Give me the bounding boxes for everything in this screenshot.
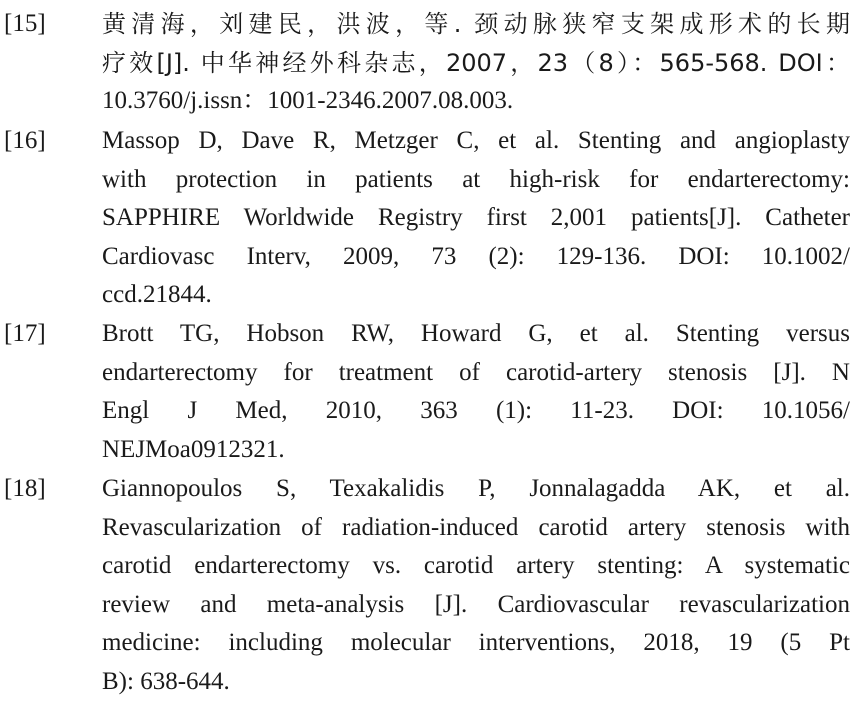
reference-line: with protection in patients at high-risk for endarterectomy: xyxy=(102,161,850,200)
reference-text xyxy=(102,315,850,469)
reference-line: Massop D, Dave R, Metzger C, et al. Stenting and angioplasty xyxy=(102,122,850,161)
reference-line: 10.3760/j.issn：1001-2346.2007.08.003. xyxy=(102,82,850,121)
reference-text xyxy=(102,470,850,701)
reference-number: [16] xyxy=(4,122,46,160)
reference-line: Engl J Med, 2010, 363 (1): 11-23. DOI: 10.1056/ xyxy=(102,392,850,431)
reference-line: Cardiovasc Interv, 2009, 73 (2): 129-136. DOI: 10.1002/ xyxy=(102,238,850,277)
reference-line: NEJMoa0912321. xyxy=(102,431,850,470)
reference-line: Revascularization of radiation-induced carotid artery stenosis with xyxy=(102,509,850,548)
reference-line: SAPPHIRE Worldwide Registry first 2,001 patients[J]. Catheter xyxy=(102,199,850,238)
reference-line: endarterectomy for treatment of carotid-artery stenosis [J]. N xyxy=(102,354,850,393)
reference-line: B): 638-644. xyxy=(102,663,850,701)
reference-line: Giannopoulos S, Texakalidis P, Jonnalagadda AK, et al. xyxy=(102,470,850,509)
reference-line: 疗效[J]. 中华神经外科杂志，2007，23（8）：565-568. DOI： xyxy=(102,44,850,83)
reference-line: ccd.21844. xyxy=(102,276,850,315)
reference-text xyxy=(102,5,850,121)
reference-number: [15] xyxy=(4,5,46,43)
reference-line: 黄清海，刘建民，洪波，等. 颈动脉狭窄支架成形术的长期 xyxy=(102,5,850,44)
reference-line: review and meta-analysis [J]. Cardiovascular revascularization xyxy=(102,586,850,625)
reference-line: Brott TG, Hobson RW, Howard G, et al. Stenting versus xyxy=(102,315,850,354)
reference-number: [17] xyxy=(4,315,46,353)
reference-text xyxy=(102,122,850,315)
reference-number: [18] xyxy=(4,470,46,508)
reference-line: medicine: including molecular interventions, 2018, 19 (5 Pt xyxy=(102,624,850,663)
reference-line: carotid endarterectomy vs. carotid artery stenting: A systematic xyxy=(102,547,850,586)
